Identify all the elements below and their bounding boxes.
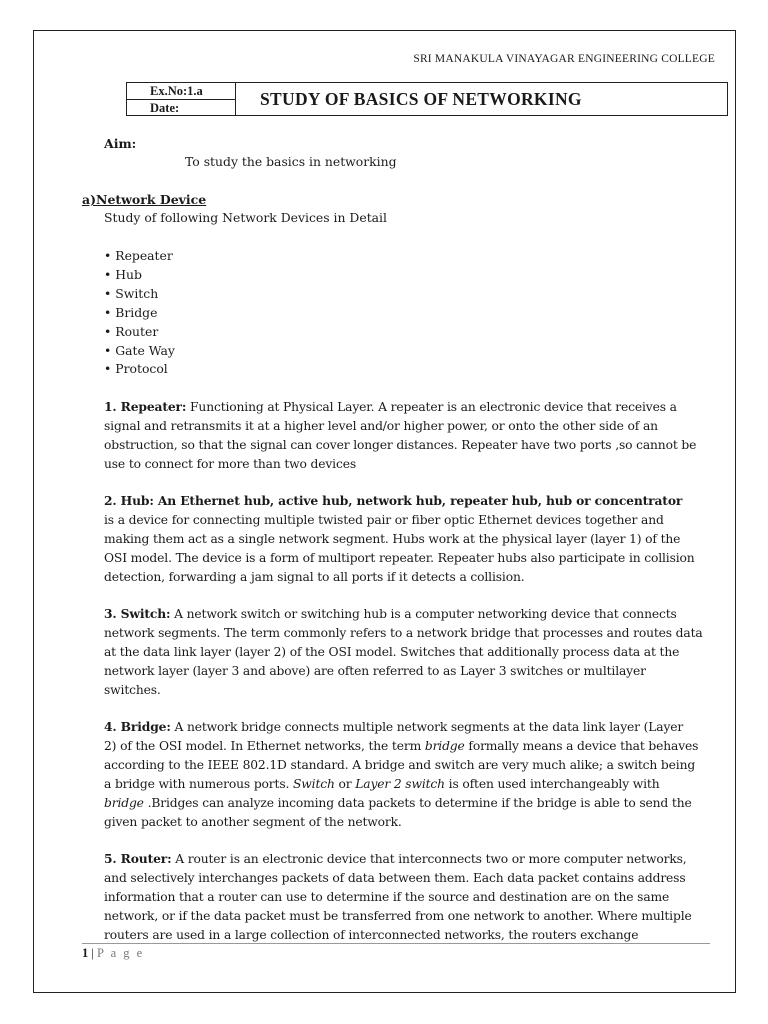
paragraph-line: network, or if the data packet must be transferred from one network to another. Where multiple <box>104 909 692 923</box>
exercise-title: STUDY OF BASICS OF NETWORKING <box>260 88 582 109</box>
paragraph-line: and selectively interchanges packets of data between them. Each data packet contains address <box>104 871 686 885</box>
paragraph-line: switches. <box>104 683 161 697</box>
paragraph-italic: Switch <box>293 777 335 791</box>
paragraph-line: detection, forwarding a jam signal to all ports if it detects a collision. <box>104 570 525 584</box>
paragraph-line: network layer (layer 3 and above) are often referred to as Layer 3 switches or multilayer <box>104 664 646 678</box>
paragraph-router <box>104 849 704 945</box>
paragraph-hub <box>104 491 704 587</box>
paragraph-line: information that a router can use to determine if the source and destination are on the same <box>104 890 670 904</box>
aim-label: Aim: <box>104 136 137 151</box>
paragraph-text: 2) of the OSI model. In Ethernet networks, the term <box>104 739 425 753</box>
paragraph-line: network segments. The term commonly refers to a network bridge that processes and routes data <box>104 626 703 640</box>
paragraph-text: or <box>334 777 356 791</box>
paragraph-line: A network bridge connects multiple network segments at the data link layer (Layer <box>170 720 684 734</box>
paragraph-text: a bridge with numerous ports. <box>104 777 294 791</box>
college-name: SRI MANAKULA VINAYAGAR ENGINEERING COLLEGE <box>413 53 715 65</box>
aim-text: To study the basics in networking <box>185 154 397 169</box>
paragraph-line: given packet to another segment of the network. <box>104 815 402 829</box>
paragraph-line: A router is an electronic device that interconnects two or more computer networks, <box>171 852 687 866</box>
paragraph-italic: bridge <box>424 739 465 753</box>
paragraph-line: Functioning at Physical Layer. A repeater is an electronic device that receives a <box>186 400 677 414</box>
exercise-number: Ex.No:1.a <box>127 83 235 100</box>
page-label: P a g e <box>97 946 145 960</box>
paragraph-bridge <box>104 717 704 832</box>
paragraph-text: .Bridges can analyze incoming data packets to determine if the bridge is able to send the <box>143 796 692 810</box>
list-item: • Bridge <box>104 304 158 320</box>
paragraph-italic: Layer 2 switch <box>355 777 445 791</box>
exercise-date: Date: <box>150 101 180 115</box>
paragraph-line: signal and retransmits it at a higher level and/or higher power, or onto the other side of an <box>104 419 658 433</box>
section-heading: a)Network Device <box>82 192 207 207</box>
paragraph-line: obstruction, so that the signal can cover longer distances. Repeater have two ports ,so cannot be <box>104 438 697 452</box>
list-item: • Repeater <box>104 248 173 263</box>
list-item: • Router <box>104 323 159 339</box>
paragraph-line: use to connect for more than two devices <box>104 457 356 471</box>
page-footer <box>82 946 144 961</box>
paragraph-lead: 4. Bridge: <box>104 719 171 734</box>
paragraph-italic: bridge <box>104 796 144 810</box>
paragraph-line: OSI model. The device is a form of multiport repeater. Repeater hubs also participate in collision <box>104 551 695 565</box>
paragraph-line: routers are used in a large collection of interconnected networks, the routers exchange <box>104 928 639 942</box>
page-separator: | <box>88 946 98 960</box>
device-bullet-list <box>104 247 175 379</box>
paragraph-lead: 2. Hub: <box>104 493 154 508</box>
section-intro: Study of following Network Devices in Detail <box>104 210 387 225</box>
paragraph-line: according to the IEEE 802.1D standard. A bridge and switch are very much alike; a switch being <box>104 758 696 772</box>
footer-divider <box>82 943 710 944</box>
paragraph-text: is often used interchangeably with <box>444 777 660 791</box>
list-item: • Gate Way <box>104 342 175 358</box>
paragraph-lead: 3. Switch: <box>104 606 171 621</box>
paragraph-line: at the data link layer (layer 2) of the OSI model. Switches that additionally process data at the <box>104 645 680 659</box>
header-left-column <box>127 83 236 115</box>
paragraph-line: An Ethernet hub, active hub, network hub, repeater hub, hub or concentrator <box>153 493 683 508</box>
paragraph-lead: 1. Repeater: <box>104 399 187 414</box>
list-item: • Hub <box>104 266 142 282</box>
paragraph-lead: 5. Router: <box>104 851 172 866</box>
page-number: 1 <box>82 946 89 960</box>
paragraph-text: formally means a device that behaves <box>464 739 699 753</box>
paragraph-switch <box>104 604 704 700</box>
paragraph-line: is a device for connecting multiple twisted pair or fiber optic Ethernet devices together and <box>104 513 664 527</box>
list-item: • Protocol <box>104 361 168 377</box>
exercise-header-table <box>126 82 728 116</box>
list-item: • Switch <box>104 285 159 301</box>
paragraph-repeater <box>104 397 704 474</box>
paragraph-line: A network switch or switching hub is a computer networking device that connects <box>170 607 677 621</box>
paragraph-line: making them act as a single network segment. Hubs work at the physical layer (layer 1) of the <box>104 532 681 546</box>
